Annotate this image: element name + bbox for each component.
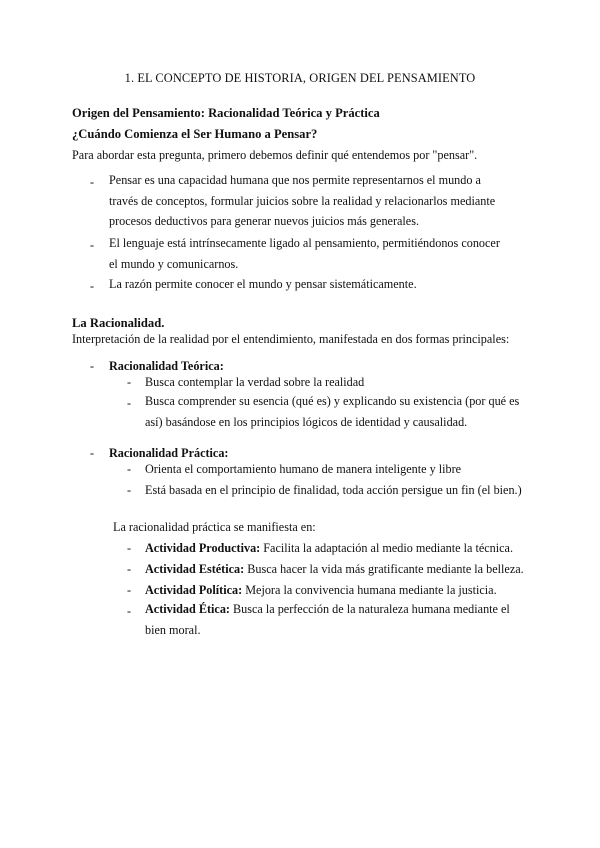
teorica-item: Busca contemplar la verdad sobre la realidad <box>145 375 365 389</box>
document-title: 1. EL CONCEPTO DE HISTORIA, ORIGEN DEL PENSAMIENTO <box>124 71 476 85</box>
bullet-item-pensar: Pensar es una capacidad humana que nos permite representarnos el mundo a través de conceptos, formular juicios sobre la realidad y relacionarlos mediante procesos deductivos para generar nuevos juicios más generales. <box>109 173 496 228</box>
actividad-text: Busca hacer la vida más gratificante mediante la belleza. <box>244 562 524 576</box>
bullet-item-lenguaje: El lenguaje está intrínsecamente ligado al pensamiento, permitiéndonos conocer el mundo y comunicarnos. <box>109 236 500 271</box>
actividad-item-productiva <box>145 541 513 556</box>
bullet-dash: - <box>127 562 132 576</box>
racionalidad-definition: Interpretación de la realidad por el entendimiento, manifestada en dos formas principales: <box>72 332 510 346</box>
bullet-dash: - <box>90 175 95 189</box>
actividad-label: Actividad Productiva: <box>145 541 261 555</box>
actividad-item-etica <box>145 599 515 640</box>
section-subheading-cuando: ¿Cuándo Comienza el Ser Humano a Pensar? <box>72 127 318 141</box>
bullet-dash: - <box>90 359 95 373</box>
actividad-label: Actividad Política: <box>145 583 243 597</box>
bullet-dash: - <box>127 375 132 389</box>
actividad-item-politica <box>145 583 497 598</box>
bullet-item-razon: La razón permite conocer el mundo y pensar sistemáticamente. <box>109 277 417 291</box>
bullet-dash: - <box>127 583 132 597</box>
bullet-dash: - <box>127 541 132 555</box>
racionalidad-practica-label: Racionalidad Práctica: <box>109 446 229 460</box>
actividad-text: Mejora la convivencia humana mediante la justicia. <box>242 583 497 597</box>
bullet-dash: - <box>90 238 95 252</box>
bullet-dash: - <box>127 396 132 410</box>
actividad-text: Busca la perfección de la naturaleza humana mediante el bien moral. <box>145 602 510 637</box>
intro-paragraph: Para abordar esta pregunta, primero debemos definir qué entendemos por "pensar". <box>72 148 478 162</box>
actividad-item-estetica <box>145 562 524 577</box>
section-heading-origen: Origen del Pensamiento: Racionalidad Teórica y Práctica <box>72 106 380 120</box>
section-heading-racionalidad: La Racionalidad. <box>72 316 165 330</box>
racionalidad-teorica-label: Racionalidad Teórica: <box>109 359 224 373</box>
actividad-label: Actividad Estética: <box>145 562 245 576</box>
bullet-dash: - <box>90 446 95 460</box>
practica-item: Orienta el comportamiento humano de manera inteligente y libre <box>145 462 462 476</box>
practica-item: Está basada en el principio de finalidad, toda acción persigue un fin (el bien.) <box>145 483 522 497</box>
actividad-text: Facilita la adaptación al medio mediante la técnica. <box>260 541 513 555</box>
actividad-label: Actividad Ética: <box>145 602 230 616</box>
bullet-dash: - <box>127 604 132 618</box>
teorica-item: Busca comprender su esencia (qué es) y explicando su existencia (por qué es así) basándose en los principios lógicos de identidad y causalidad. <box>145 394 520 429</box>
bullet-dash: - <box>127 483 132 497</box>
bullet-dash: - <box>90 279 95 293</box>
bullet-dash: - <box>127 462 132 476</box>
manifest-intro: La racionalidad práctica se manifiesta en: <box>113 520 316 534</box>
